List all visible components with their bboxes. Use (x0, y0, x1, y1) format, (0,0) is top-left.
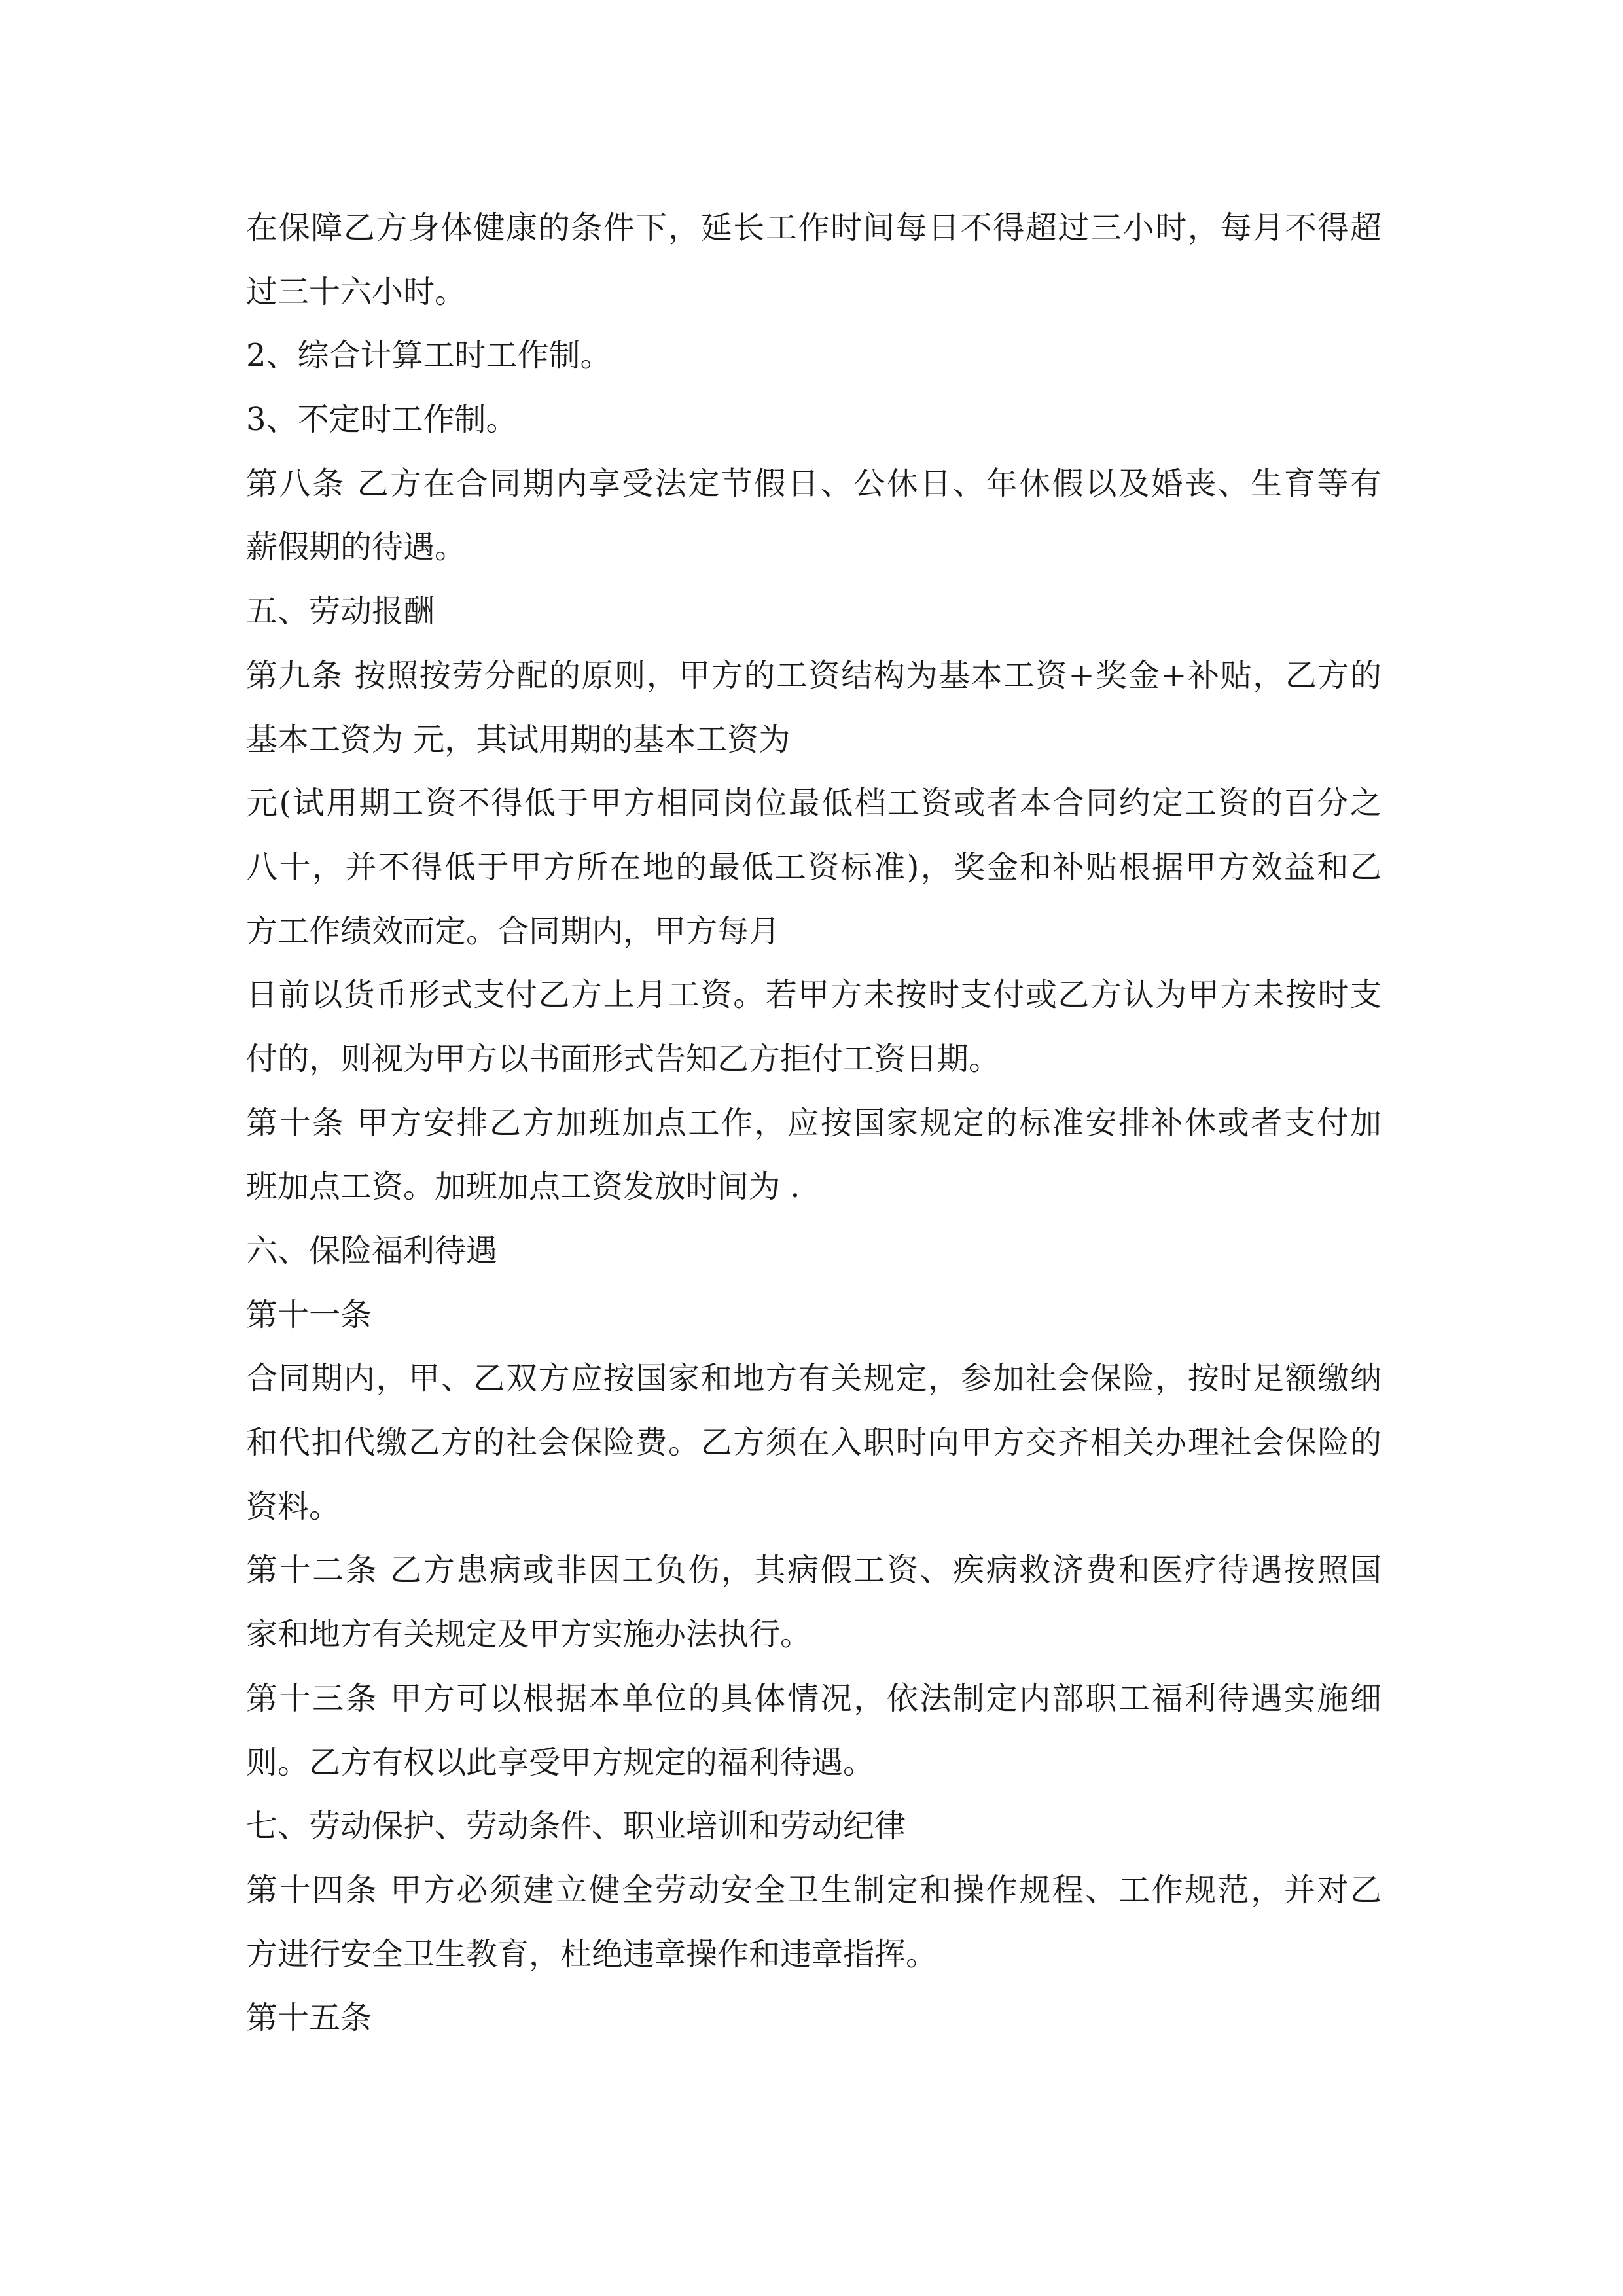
text-line: 付的，则视为甲方以书面形式告知乙方拒付工资日期。 (246, 1040, 1001, 1077)
section-heading-6: 六、保险福利待遇 (246, 1232, 498, 1269)
section-heading-5: 五、劳动报酬 (246, 593, 435, 630)
article-14-line: 第十四条 甲方必须建立健全劳动安全卫生制定和操作规程、工作规范，并对乙 (246, 1871, 1382, 1909)
text-line: 合同期内，甲、乙双方应按国家和地方有关规定，参加社会保险，按时足额缴纳 (246, 1360, 1382, 1397)
section-heading-7: 七、劳动保护、劳动条件、职业培训和劳动纪律 (246, 1808, 906, 1845)
article-8-line: 第八条 乙方在合同期内享受法定节假日、公休日、年休假以及婚丧、生育等有 (246, 465, 1382, 502)
text-line: 和代扣代缴乙方的社会保险费。乙方须在入职时向甲方交齐相关办理社会保险的 (246, 1424, 1382, 1462)
text-line: 资料。 (246, 1488, 341, 1525)
text-line: 日前以货币形式支付乙方上月工资。若甲方未按时支付或乙方认为甲方未按时支 (246, 977, 1382, 1014)
text-line: 方进行安全卫生教育，杜绝违章操作和违章指挥。 (246, 1935, 938, 1973)
text-line: 八十，并不得低于甲方所在地的最低工资标准)，奖金和补贴根据甲方效益和乙 (246, 848, 1382, 886)
article-12-line: 第十二条 乙方患病或非因工负伤，其病假工资、疾病救济费和医疗待遇按照国 (246, 1552, 1382, 1589)
text-line: 在保障乙方身体健康的条件下，延长工作时间每日不得超过三小时，每月不得超 (246, 209, 1382, 246)
article-11-heading: 第十一条 (246, 1296, 372, 1333)
text-line: 基本工资为 元，其试用期的基本工资为 (246, 721, 791, 758)
text-line: 则。乙方有权以此享受甲方规定的福利待遇。 (246, 1744, 875, 1781)
article-10-line: 第十条 甲方安排乙方加班加点工作，应按国家规定的标准安排补休或者支付加 (246, 1104, 1382, 1141)
article-9-line: 第九条 按照按劳分配的原则，甲方的工资结构为基本工资+奖金+补贴，乙方的 (246, 656, 1382, 694)
text-line: 2、综合计算工时工作制。 (246, 337, 612, 374)
text-line: 薪假期的待遇。 (246, 529, 467, 566)
text-line: 过三十六小时。 (246, 273, 467, 310)
article-15-heading: 第十五条 (246, 2000, 372, 2037)
article-13-line: 第十三条 甲方可以根据本单位的具体情况，依法制定内部职工福利待遇实施细 (246, 1679, 1382, 1717)
document-body (246, 196, 1382, 2051)
text-line: 班加点工资。加班加点工资发放时间为 . (246, 1168, 800, 1206)
text-line: 3、不定时工作制。 (246, 401, 518, 439)
text-line: 家和地方有关规定及甲方实施办法执行。 (246, 1616, 812, 1653)
text-line: 元(试用期工资不得低于甲方相同岗位最低档工资或者本合同约定工资的百分之 (246, 785, 1382, 822)
text-line: 方工作绩效而定。合同期内，甲方每月 (246, 912, 781, 950)
